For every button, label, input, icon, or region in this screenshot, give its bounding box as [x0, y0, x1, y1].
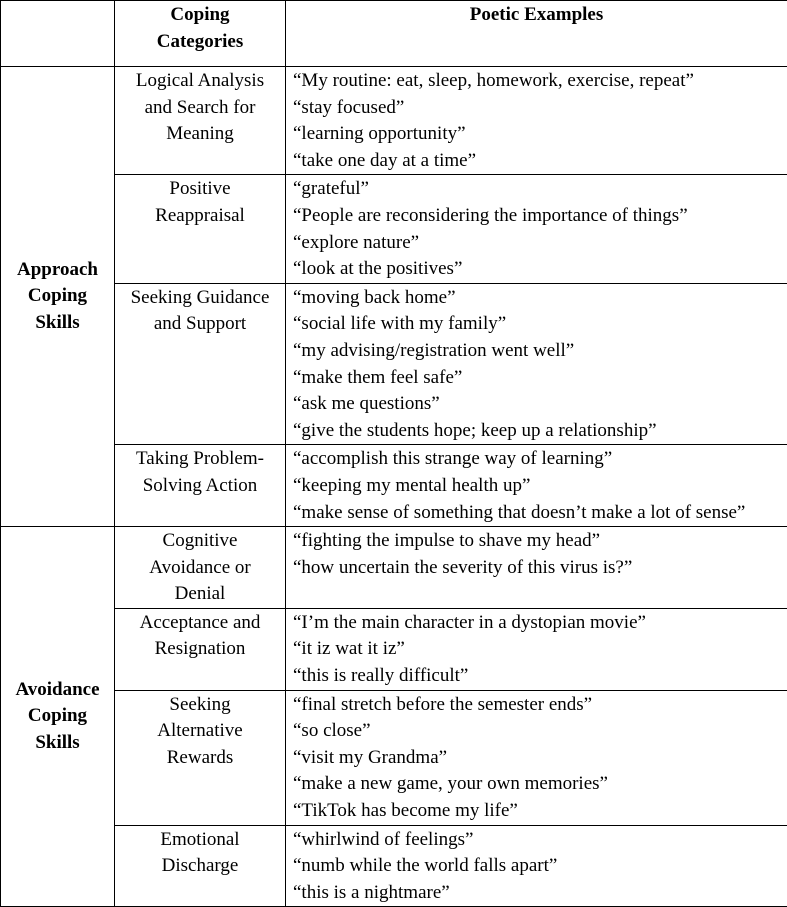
category-line: Cognitive: [115, 528, 285, 555]
category-line: Discharge: [115, 853, 285, 880]
group-label-line: Coping: [1, 283, 114, 310]
category-cell: [115, 283, 286, 445]
example-quote: “this is a nightmare”: [293, 880, 787, 907]
header-categories-line: Coping: [115, 2, 285, 29]
example-quote: “give the students hope; keep up a relationship”: [293, 418, 787, 445]
example-quote: “final stretch before the semester ends”: [293, 692, 787, 719]
group-avoidance: [1, 527, 115, 907]
example-quote: “this is really difficult”: [293, 663, 787, 690]
example-quote: “take one day at a time”: [293, 148, 787, 175]
category-line: Solving Action: [115, 473, 285, 500]
examples-cell: [286, 825, 787, 907]
category-cell: [115, 527, 286, 609]
example-quote: “TikTok has become my life”: [293, 798, 787, 825]
category-cell: [115, 67, 286, 175]
example-quote: “so close”: [293, 718, 787, 745]
example-quote: “keeping my mental health up”: [293, 473, 787, 500]
group-label-line: Coping: [1, 703, 114, 730]
example-quote: “how uncertain the severity of this virus is?”: [293, 555, 787, 582]
category-cell: [115, 825, 286, 907]
category-cell: [115, 608, 286, 690]
example-quote: “grateful”: [293, 176, 787, 203]
example-quote: “My routine: eat, sleep, homework, exercise, repeat”: [293, 68, 787, 95]
examples-cell: [286, 527, 787, 609]
header-examples-label: Poetic Examples: [286, 2, 787, 29]
category-line: Denial: [115, 581, 285, 608]
examples-cell: [286, 67, 787, 175]
category-line: Acceptance and: [115, 610, 285, 637]
example-quote: “I’m the main character in a dystopian movie”: [293, 610, 787, 637]
table-row: [1, 690, 787, 825]
examples-cell: [286, 608, 787, 690]
header-examples: [286, 1, 787, 67]
example-quote: “People are reconsidering the importance of things”: [293, 203, 787, 230]
examples-cell: [286, 175, 787, 283]
examples-cell: [286, 445, 787, 527]
examples-cell: [286, 690, 787, 825]
example-quote: “moving back home”: [293, 285, 787, 312]
group-label-line: Approach: [1, 257, 114, 284]
table-row: [1, 825, 787, 907]
category-cell: [115, 445, 286, 527]
example-quote: “stay focused”: [293, 95, 787, 122]
category-line: and Search for: [115, 95, 285, 122]
category-cell: [115, 690, 286, 825]
example-quote: “explore nature”: [293, 230, 787, 257]
example-quote: “make a new game, your own memories”: [293, 771, 787, 798]
category-line: Resignation: [115, 636, 285, 663]
group-label-line: Avoidance: [1, 677, 114, 704]
category-line: Taking Problem-: [115, 446, 285, 473]
category-line: Seeking: [115, 692, 285, 719]
category-line: Meaning: [115, 121, 285, 148]
example-quote: “it iz wat it iz”: [293, 636, 787, 663]
category-line: Avoidance or: [115, 555, 285, 582]
category-line: Alternative: [115, 718, 285, 745]
category-line: Emotional: [115, 827, 285, 854]
example-quote: “numb while the world falls apart”: [293, 853, 787, 880]
table-row: [1, 283, 787, 445]
header-row: [1, 1, 787, 67]
examples-cell: [286, 283, 787, 445]
category-line: Positive: [115, 176, 285, 203]
example-quote: “my advising/registration went well”: [293, 338, 787, 365]
example-quote: “ask me questions”: [293, 391, 787, 418]
table-row: [1, 67, 787, 175]
category-line: Rewards: [115, 745, 285, 772]
example-quote: “whirlwind of feelings”: [293, 827, 787, 854]
table-row: [1, 608, 787, 690]
table-row: [1, 175, 787, 283]
table-row: [1, 445, 787, 527]
example-quote: “make sense of something that doesn’t make a lot of sense”: [293, 500, 787, 527]
category-cell: [115, 175, 286, 283]
example-quote: “look at the positives”: [293, 256, 787, 283]
category-line: Reappraisal: [115, 203, 285, 230]
category-line: and Support: [115, 311, 285, 338]
category-line: Logical Analysis: [115, 68, 285, 95]
group-label-line: Skills: [1, 310, 114, 337]
header-group-cell: [1, 1, 115, 67]
example-quote: “social life with my family”: [293, 311, 787, 338]
group-approach: [1, 67, 115, 527]
example-quote: “accomplish this strange way of learning”: [293, 446, 787, 473]
table-row: [1, 527, 787, 609]
category-line: Seeking Guidance: [115, 285, 285, 312]
header-categories-line: Categories: [115, 29, 285, 56]
example-quote: “make them feel safe”: [293, 365, 787, 392]
example-quote: “learning opportunity”: [293, 121, 787, 148]
example-quote: “fighting the impulse to shave my head”: [293, 528, 787, 555]
example-quote: “visit my Grandma”: [293, 745, 787, 772]
group-label-line: Skills: [1, 730, 114, 757]
header-categories: [115, 1, 286, 67]
